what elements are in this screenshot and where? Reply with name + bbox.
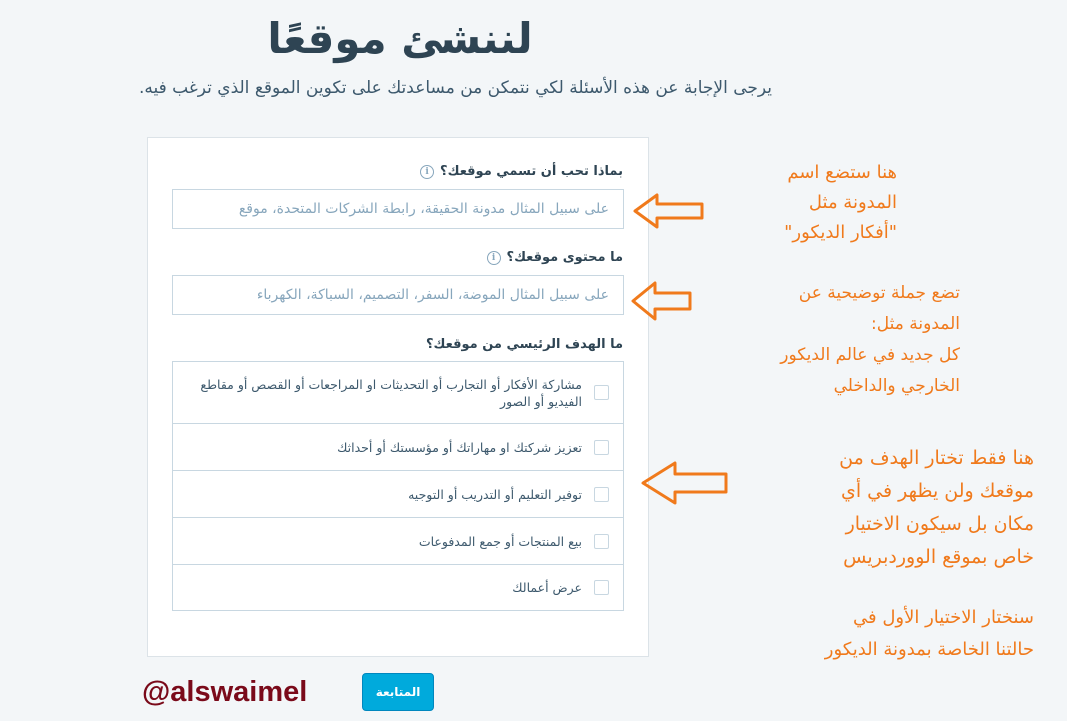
goal-option-label: توفير التعليم أو التدريب أو التوجيه bbox=[408, 486, 582, 502]
goal-option-label: مشاركة الأفكار أو التجارب أو التحديثات او المراجعات أو القصص أو مقاطع الفيديو أو الصور bbox=[200, 376, 582, 409]
annotation-line: هنا فقط تختار الهدف من bbox=[839, 447, 1034, 469]
continue-button[interactable]: المتابعة bbox=[362, 673, 434, 711]
info-icon[interactable]: i bbox=[487, 251, 501, 265]
annotation-site-topic bbox=[780, 278, 960, 402]
checkbox[interactable] bbox=[594, 440, 609, 455]
goal-option[interactable] bbox=[173, 471, 623, 518]
site-topic-input[interactable]: على سبيل المثال الموضة، السفر، التصميم، السباكة، الكهرباء bbox=[172, 275, 624, 315]
annotation-line: كل جديد في عالم الديكور bbox=[780, 345, 960, 365]
author-handle: @alswaimel bbox=[142, 676, 308, 708]
site-name-input[interactable]: على سبيل المثال مدونة الحقيقة، رابطة الشركات المتحدة، موقع bbox=[172, 189, 624, 229]
annotation-line: المدونة مثل bbox=[808, 192, 897, 213]
annotation-choice bbox=[825, 602, 1034, 666]
arrow-left-icon bbox=[640, 460, 730, 506]
annotation-line: حالتنا الخاصة بمدونة الديكور bbox=[824, 639, 1034, 660]
annotation-line: مكان بل سيكون الاختيار bbox=[845, 513, 1034, 535]
site-topic-label: ما محتوى موقعك؟ bbox=[506, 250, 623, 265]
annotation-line: "أفكار الديكور" bbox=[784, 222, 897, 243]
site-goal-question bbox=[426, 337, 623, 352]
annotation-line: المدونة مثل: bbox=[871, 314, 960, 334]
site-goal-options bbox=[172, 361, 624, 611]
checkbox[interactable] bbox=[594, 580, 609, 595]
arrow-left-icon bbox=[632, 192, 707, 230]
site-goal-label: ما الهدف الرئيسي من موقعك؟ bbox=[426, 337, 623, 352]
site-topic-question bbox=[487, 250, 623, 265]
annotation-line: سنختار الاختيار الأول في bbox=[853, 607, 1034, 628]
goal-option[interactable] bbox=[173, 424, 623, 471]
page-subtitle: يرجى الإجابة عن هذه الأسئلة لكي نتمكن من مساعدتك على تكوين الموقع الذي ترغب فيه. bbox=[139, 78, 772, 98]
goal-option-label: بيع المنتجات أو جمع المدفوعات bbox=[418, 533, 582, 549]
checkbox[interactable] bbox=[594, 385, 609, 400]
goal-option[interactable] bbox=[173, 362, 623, 424]
annotation-line: موقعك ولن يظهر في أي bbox=[840, 480, 1034, 502]
annotation-line: تضع جملة توضيحية عن bbox=[798, 283, 960, 303]
info-icon[interactable]: i bbox=[420, 165, 434, 179]
goal-option[interactable] bbox=[173, 518, 623, 565]
checkbox[interactable] bbox=[594, 487, 609, 502]
annotation-site-goal bbox=[839, 442, 1034, 574]
annotation-site-name bbox=[784, 158, 897, 248]
site-name-question bbox=[420, 164, 623, 179]
checkbox[interactable] bbox=[594, 534, 609, 549]
annotation-line: هنا ستضع اسم bbox=[787, 162, 897, 183]
annotation-line: خاص بموقع الووردبريس bbox=[843, 546, 1034, 568]
page-title: لننشئ موقعًا bbox=[267, 14, 533, 63]
arrow-left-icon bbox=[630, 280, 695, 322]
site-name-label: بماذا تحب أن تسمي موقعك؟ bbox=[440, 164, 623, 179]
goal-option-label: عرض أعمالك bbox=[512, 580, 582, 595]
goal-option-label: تعزيز شركتك او مهاراتك أو مؤسستك أو أحداثك bbox=[337, 439, 582, 455]
goal-option[interactable] bbox=[173, 565, 623, 610]
site-setup-form bbox=[147, 137, 649, 657]
annotation-line: الخارجي والداخلي bbox=[833, 376, 960, 396]
